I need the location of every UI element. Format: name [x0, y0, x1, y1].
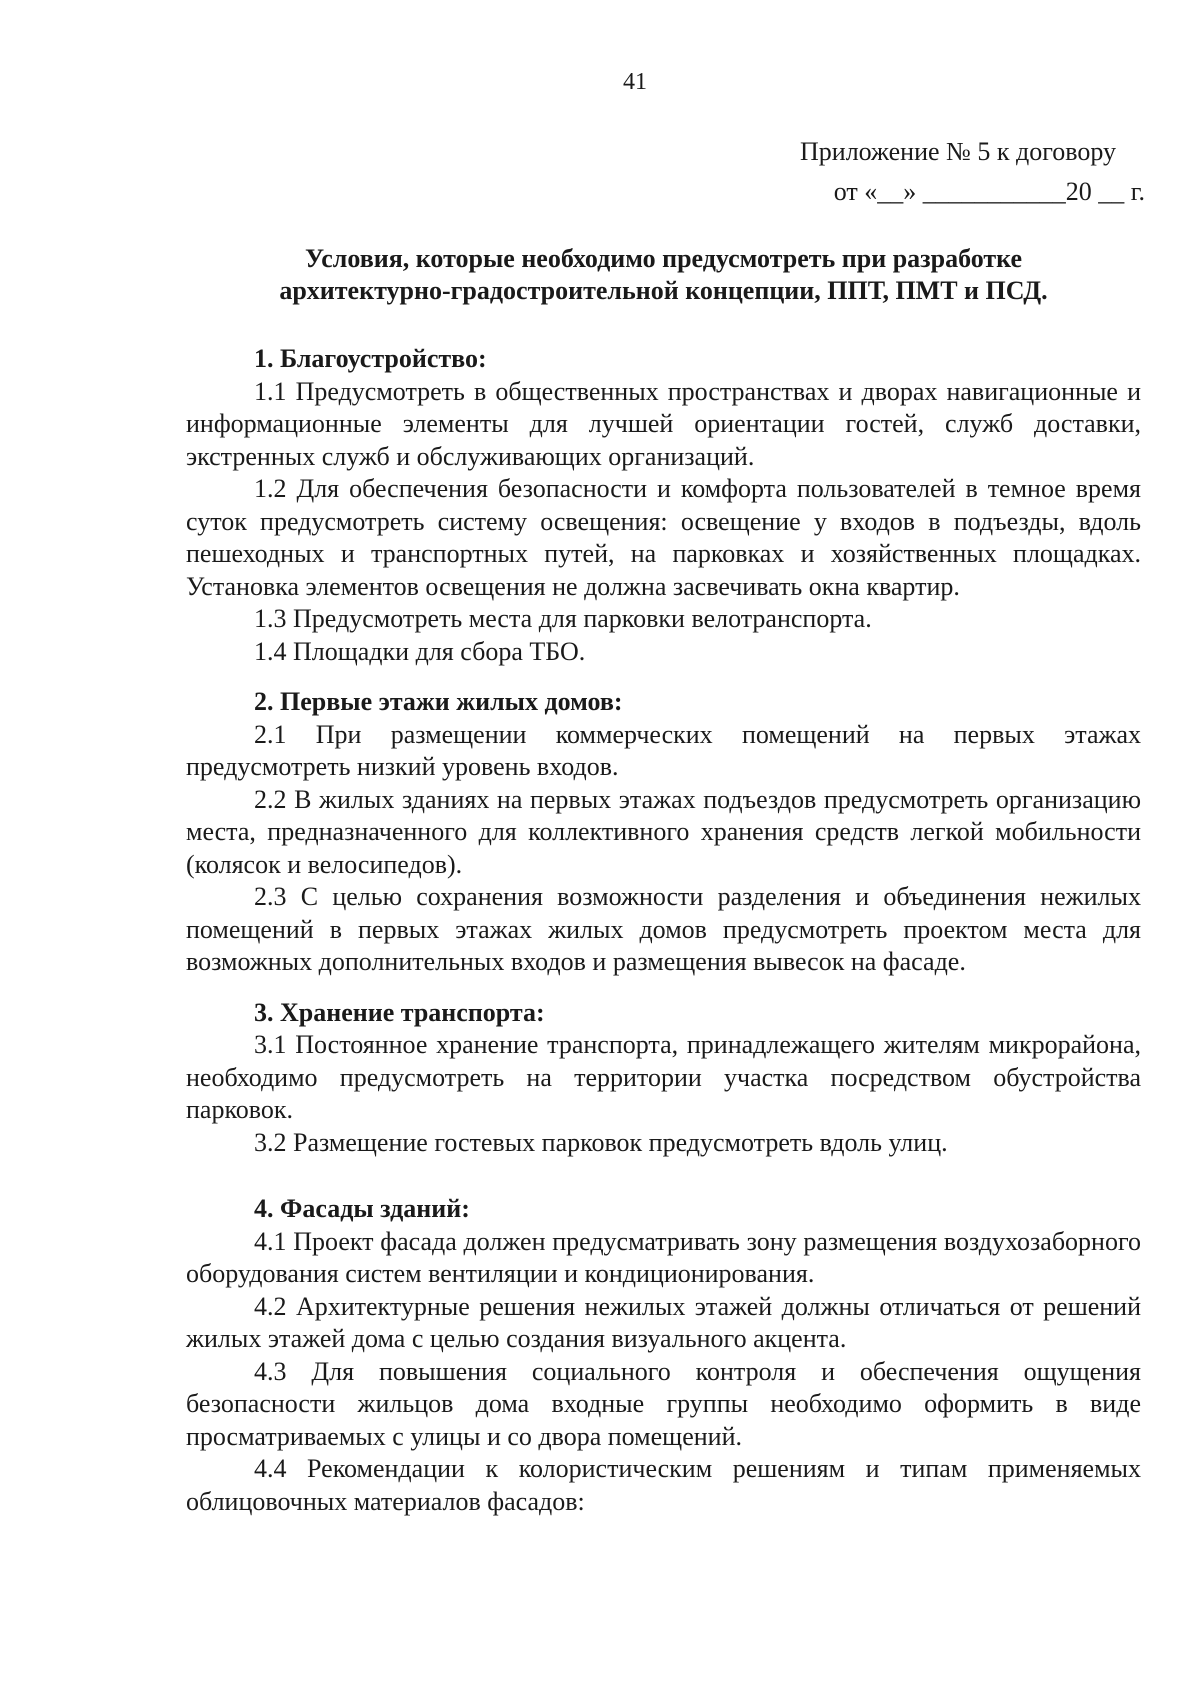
section-facades [186, 1193, 1141, 1518]
paragraph-2-2: 2.2 В жилых зданиях на первых этажах подъездов предусмотреть организацию места, предназначенного для коллективного хранения средств легкой мобильности (колясок и велосипедов). [186, 784, 1141, 879]
document-title-line-2: архитектурно-градостроительной концепции, ППТ, ПМТ и ПСД. [279, 276, 1048, 305]
paragraph-3-1: 3.1 Постоянное хранение транспорта, принадлежащего жителям микрорайона, необходимо предусмотреть на территории участка посредством обустройства парковок. [186, 1030, 1141, 1124]
section-ground-floors [186, 686, 1141, 979]
paragraph-1-1: 1.1 Предусмотреть в общественных пространствах и дворах навигационные и информационные элементы для лучшей ориентации гостей, служб доставки, экстренных служб и обслуживающих организаций. [186, 376, 1141, 471]
paragraph-1-2: 1.2 Для обеспечения безопасности и комфорта пользователей в темное время суток предусмотреть систему освещения: освещение у входов в подъезды, вдоль пешеходных и транспортных путей, на парковках и хозяйственных площадках. Установка элементов освещения не должна засвечивать окна квартир. [186, 474, 1141, 601]
paragraph-4-2: 4.2 Архитектурные решения нежилых этажей должны отличаться от решений жилых этажей дома с целью создания визуального акцента. [186, 1291, 1141, 1353]
section-heading: 3. Хранение транспорта: [254, 997, 545, 1027]
appendix-reference [800, 132, 1145, 212]
section-heading: 4. Фасады зданий: [254, 1194, 470, 1223]
document-title [186, 243, 1141, 307]
paragraph-4-3: 4.3 Для повышения социального контроля и обеспечения ощущения безопасности жильцов дома входные группы необходимо оформить в виде просматриваемых с улицы и со двора помещений. [186, 1356, 1141, 1451]
section-vehicle-storage [186, 997, 1141, 1160]
paragraph-4-4: 4.4 Рекомендации к колористическим решениям и типам применяемых облицовочных материалов фасадов: [186, 1454, 1141, 1516]
document-body [186, 343, 1141, 1518]
section-heading: 2. Первые этажи жилых домов: [254, 687, 623, 716]
paragraph-2-1: 2.1 При размещении коммерческих помещений на первых этажах предусмотреть низкий уровень входов. [186, 719, 1141, 781]
page-number: 41 [623, 69, 647, 95]
document-title-line-1: Условия, которые необходимо предусмотреть при разработке [304, 244, 1023, 273]
section-heading: 1. Благоустройство: [254, 344, 487, 373]
appendix-date: от «__» ___________20 __ г. [833, 177, 1145, 206]
paragraph-4-1: 4.1 Проект фасада должен предусматривать зону размещения воздухозаборного оборудования систем вентиляции и кондиционирования. [186, 1226, 1141, 1288]
paragraph-1-4: 1.4 Площадки для сбора ТБО. [254, 636, 586, 666]
paragraph-2-3: 2.3 С целью сохранения возможности разделения и объединения нежилых помещений в первых этажах жилых домов предусмотреть проектом места для возможных дополнительных входов и размещения вывесок на фасаде. [186, 882, 1141, 976]
paragraph-1-3: 1.3 Предусмотреть места для парковки велотранспорта. [254, 604, 872, 633]
section-landscaping [186, 343, 1141, 668]
paragraph-3-2: 3.2 Размещение гостевых парковок предусмотреть вдоль улиц. [254, 1127, 948, 1157]
appendix-title: Приложение № 5 к договору [800, 137, 1116, 166]
